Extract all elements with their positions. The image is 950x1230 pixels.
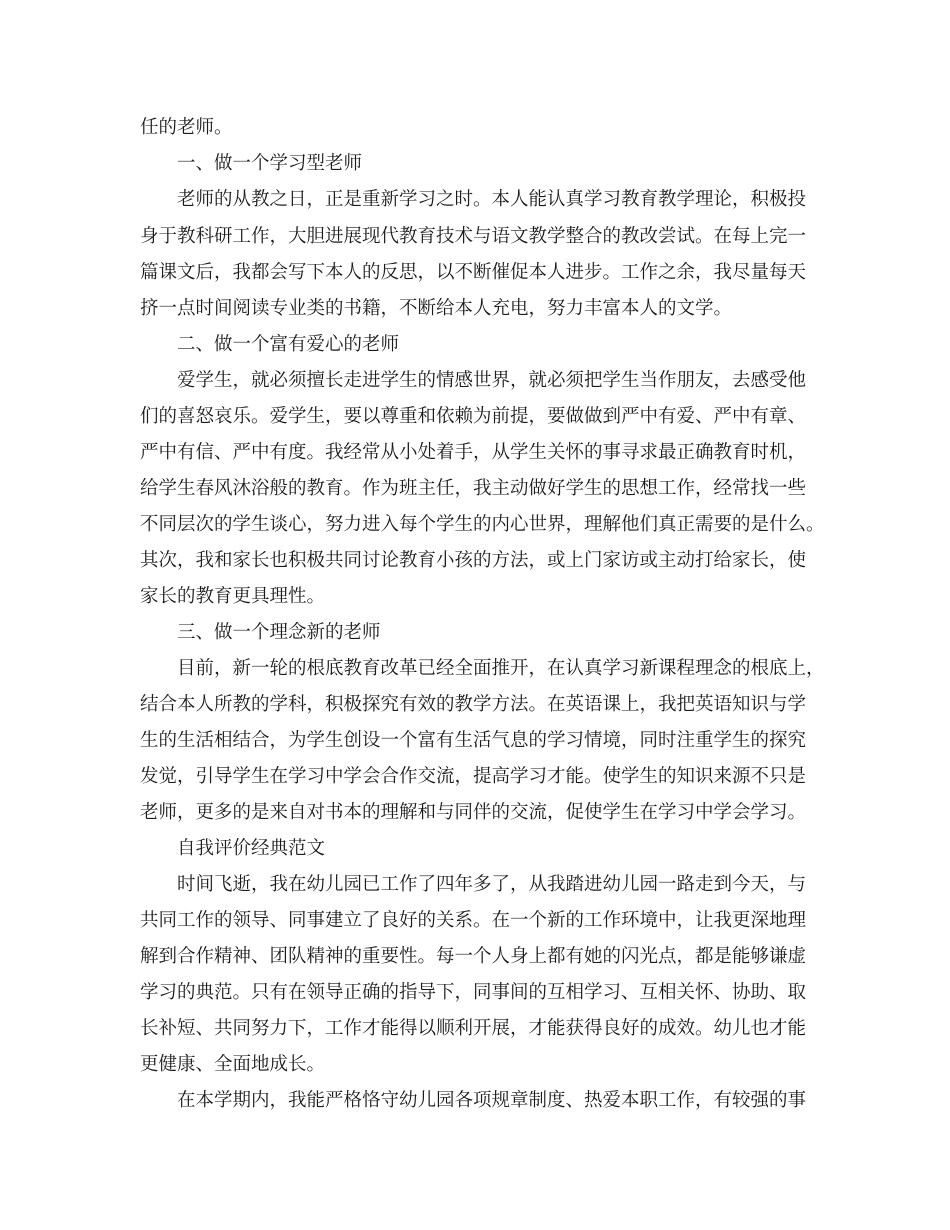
text-line: 其次，我和家长也积极共同讨论教育小孩的方法，或上门家访或主动打给家长，使	[140, 550, 807, 571]
text-line: 时间飞逝，我在幼儿园已工作了四年多了，从我踏进幼儿园一路走到今天，与	[177, 874, 807, 895]
text-line: 发觉，引导学生在学习中学会合作交流，提高学习才能。使学生的知识来源不只是	[140, 766, 807, 787]
text-line: 解到合作精神、团队精神的重要性。每一个人身上都有她的闪光点，都是能够谦虚	[140, 946, 807, 967]
text-line: 老师，更多的是来自对书本的理解和与同伴的交流，促使学生在学习中学会学习。	[140, 802, 807, 823]
text-line: 任的老师。	[140, 117, 233, 138]
text-line: 长补短、共同努力下，工作才能得以顺利开展，才能获得良好的成效。幼儿也才能	[140, 1018, 807, 1039]
text-line: 们的喜怒哀乐。爱学生，要以尊重和依赖为前提，要做做到严中有爱、严中有章、	[140, 406, 807, 427]
text-line: 不同层次的学生谈心，努力进入每个学生的内心世界，理解他们真正需要的是什么。	[140, 514, 825, 535]
text-line: 共同工作的领导、同事建立了良好的关系。在一个新的工作环境中，让我更深地理	[140, 910, 807, 931]
text-line: 篇课文后，我都会写下本人的反思，以不断催促本人进步。工作之余，我尽量每天	[140, 262, 807, 283]
section-heading: 三、做一个理念新的老师	[177, 622, 381, 643]
text-line: 生的生活相结合，为学生创设一个富有生活气息的学习情境，同时注重学生的探究	[140, 730, 807, 751]
section-heading: 自我评价经典范文	[177, 838, 326, 859]
text-line: 挤一点时间阅读专业类的书籍，不断给本人充电，努力丰富本人的文学。	[140, 298, 733, 319]
text-line: 家长的教育更具理性。	[140, 586, 326, 607]
text-line: 学习的典范。只有在领导正确的指导下，同事间的互相学习、互相关怀、协助、取	[140, 982, 807, 1003]
text-line: 更健康、全面地成长。	[140, 1054, 326, 1075]
text-line: 目前，新一轮的根底教育改革已经全面推开，在认真学习新课程理念的根底上，	[177, 658, 825, 679]
text-line: 严中有信、严中有度。我经常从小处着手，从学生关怀的事寻求最正确教育时机，	[140, 442, 807, 463]
text-line: 在本学期内，我能严格恪守幼儿园各项规章制度、热爱本职工作，有较强的事	[177, 1090, 807, 1111]
section-heading: 一、做一个学习型老师	[177, 153, 363, 174]
section-heading: 二、做一个富有爱心的老师	[177, 334, 400, 355]
text-line: 给学生春风沐浴般的教育。作为班主任，我主动做好学生的思想工作，经常找一些	[140, 478, 807, 499]
text-line: 老师的从教之日，正是重新学习之时。本人能认真学习教育教学理论，积极投	[177, 189, 807, 210]
text-line: 身于教科研工作，大胆进展现代教育技术与语文教学整合的教改尝试。在每上完一	[140, 226, 807, 247]
text-line: 结合本人所教的学科，积极探究有效的教学方法。在英语课上，我把英语知识与学	[140, 694, 807, 715]
text-line: 爱学生，就必须擅长走进学生的情感世界，就必须把学生当作朋友，去感受他	[177, 370, 807, 391]
